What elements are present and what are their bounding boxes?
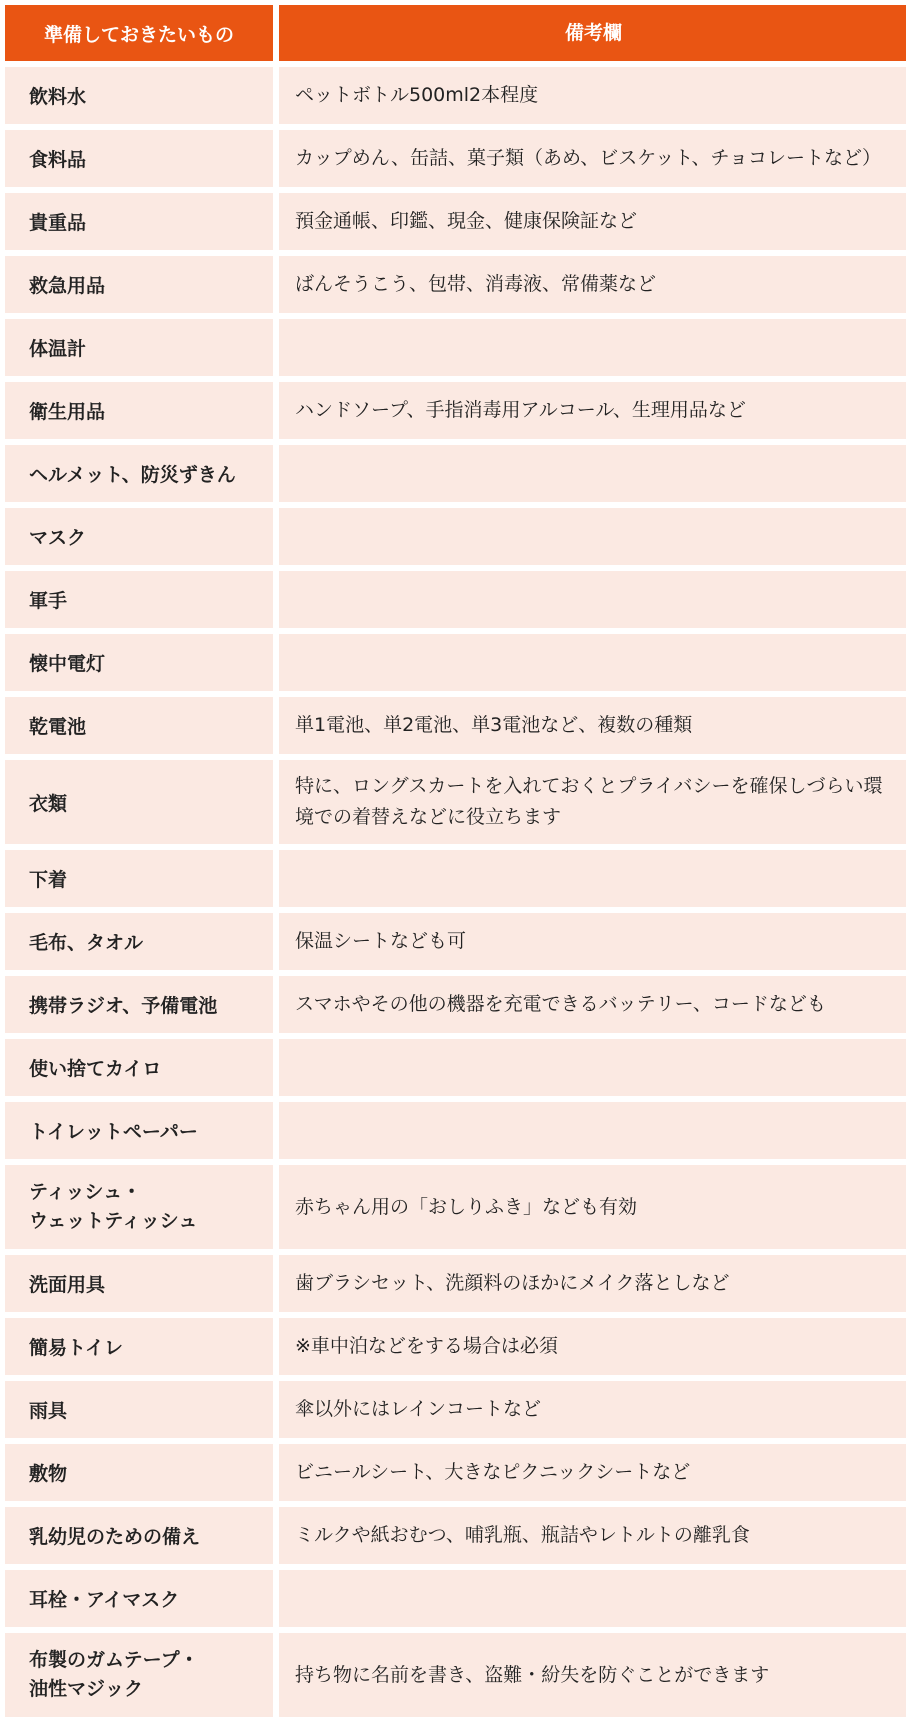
table-row	[5, 1039, 906, 1096]
table-row	[5, 1507, 906, 1564]
item-cell: 衛生用品	[5, 382, 273, 439]
item-cell	[5, 1165, 273, 1249]
table-row	[5, 976, 906, 1033]
header-note-column: 備考欄	[279, 5, 906, 61]
table-row	[5, 1255, 906, 1312]
note-cell: カップめん、缶詰、菓子類（あめ、ビスケット、チョコレートなど）	[279, 130, 906, 187]
table-row	[5, 319, 906, 376]
table-row	[5, 634, 906, 691]
item-cell: 洗面用具	[5, 1255, 273, 1312]
note-cell: 預金通帳、印鑑、現金、健康保険証など	[279, 193, 906, 250]
table-row	[5, 1570, 906, 1627]
item-cell: 食料品	[5, 130, 273, 187]
item-cell: 簡易トイレ	[5, 1318, 273, 1375]
note-cell	[279, 508, 906, 565]
item-cell: 救急用品	[5, 256, 273, 313]
table-row	[5, 193, 906, 250]
item-cell: 貴重品	[5, 193, 273, 250]
note-cell: ばんそうこう、包帯、消毒液、常備薬など	[279, 256, 906, 313]
table-row	[5, 1165, 906, 1249]
note-cell	[279, 319, 906, 376]
item-cell: 耳栓・アイマスク	[5, 1570, 273, 1627]
note-cell: 保温シートなども可	[279, 913, 906, 970]
table-row	[5, 382, 906, 439]
item-cell: 軍手	[5, 571, 273, 628]
note-cell: ペットボトル500ml2本程度	[279, 67, 906, 124]
note-cell: 特に、ロングスカートを入れておくとプライバシーを確保しづらい環境での着替えなどに役立ちます	[279, 760, 906, 844]
item-cell: マスク	[5, 508, 273, 565]
item-cell: 敷物	[5, 1444, 273, 1501]
item-cell: ヘルメット、防災ずきん	[5, 445, 273, 502]
item-cell: 下着	[5, 850, 273, 907]
table-row	[5, 1381, 906, 1438]
note-cell: スマホやその他の機器を充電できるバッテリー、コードなども	[279, 976, 906, 1033]
note-cell	[279, 571, 906, 628]
note-cell	[279, 634, 906, 691]
table-row	[5, 1444, 906, 1501]
table-row	[5, 445, 906, 502]
table-row	[5, 67, 906, 124]
note-cell: ※車中泊などをする場合は必須	[279, 1318, 906, 1375]
item-cell: 携帯ラジオ、予備電池	[5, 976, 273, 1033]
item-cell: 乾電池	[5, 697, 273, 754]
table-row	[5, 130, 906, 187]
table-row	[5, 760, 906, 844]
item-cell: 使い捨てカイロ	[5, 1039, 273, 1096]
note-cell: 赤ちゃん用の「おしりふき」なども有効	[279, 1165, 906, 1249]
table-row	[5, 1318, 906, 1375]
note-cell: 単1電池、単2電池、単3電池など、複数の種類	[279, 697, 906, 754]
table-row	[5, 571, 906, 628]
item-cell: トイレットペーパー	[5, 1102, 273, 1159]
note-cell	[279, 850, 906, 907]
item-cell-text	[29, 1178, 197, 1236]
table-header	[5, 5, 906, 61]
item-cell: 飲料水	[5, 67, 273, 124]
item-cell: 雨具	[5, 1381, 273, 1438]
item-line-1: ティッシュ・	[29, 1181, 142, 1203]
item-cell: 衣類	[5, 760, 273, 844]
item-line-2: 油性マジック	[29, 1678, 144, 1700]
note-cell: ハンドソープ、手指消毒用アルコール、生理用品など	[279, 382, 906, 439]
item-cell: 毛布、タオル	[5, 913, 273, 970]
table-row	[5, 850, 906, 907]
note-cell	[279, 1102, 906, 1159]
item-cell: 乳幼児のための備え	[5, 1507, 273, 1564]
note-cell: 歯ブラシセット、洗顔料のほかにメイク落としなど	[279, 1255, 906, 1312]
item-cell: 懐中電灯	[5, 634, 273, 691]
table-row	[5, 508, 906, 565]
note-cell: ミルクや紙おむつ、哺乳瓶、瓶詰やレトルトの離乳食	[279, 1507, 906, 1564]
item-cell	[5, 1633, 273, 1717]
item-cell: 体温計	[5, 319, 273, 376]
table-row	[5, 913, 906, 970]
note-cell	[279, 445, 906, 502]
note-cell: 持ち物に名前を書き、盗難・紛失を防ぐことができます	[279, 1633, 906, 1717]
table-row	[5, 1102, 906, 1159]
note-cell: 傘以外にはレインコートなど	[279, 1381, 906, 1438]
note-cell	[279, 1570, 906, 1627]
note-cell	[279, 1039, 906, 1096]
item-line-2: ウェットティッシュ	[29, 1210, 198, 1232]
header-item-column: 準備しておきたいもの	[5, 5, 273, 61]
item-line-1: 布製のガムテープ・	[29, 1649, 199, 1671]
preparedness-table	[5, 5, 906, 1723]
note-cell: ビニールシート、大きなピクニックシートなど	[279, 1444, 906, 1501]
table-row	[5, 256, 906, 313]
table-row	[5, 697, 906, 754]
table-row	[5, 1633, 906, 1717]
item-cell-text	[29, 1646, 199, 1704]
